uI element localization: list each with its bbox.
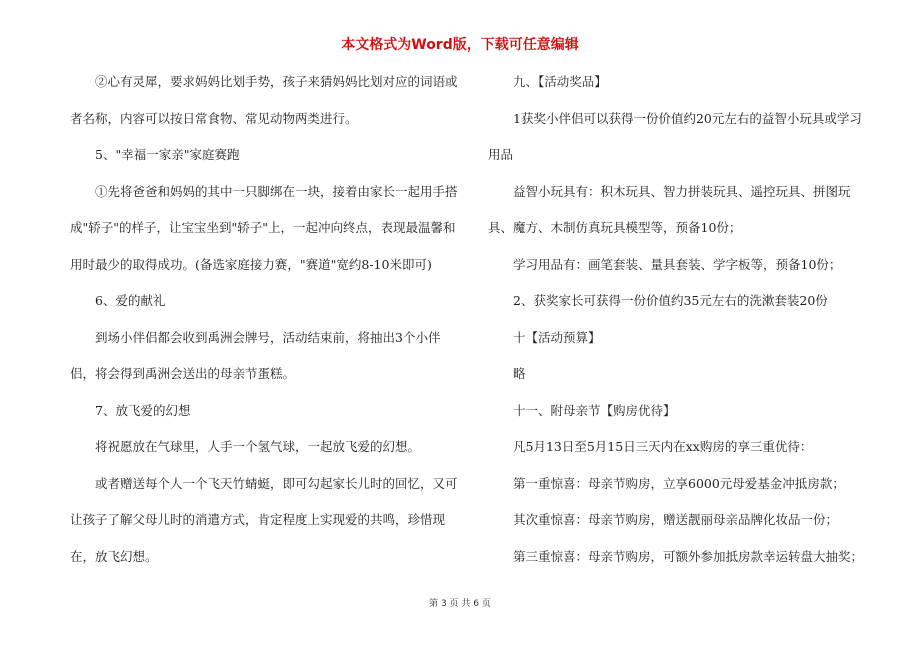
paragraph: 到场小伴侣都会收到禹洲会牌号，活动结束前，将抽出3个小伴侣，将会得到禹洲会送出的母亲节蛋糕。 <box>70 329 441 381</box>
section-heading: 十【活动预算】 <box>513 329 601 345</box>
left-column <box>70 64 462 575</box>
paragraph: 学习用品有：画笔套装、量具套装、学字板等，预备10份； <box>513 256 842 272</box>
paragraph: 第三重惊喜：母亲节购房，可额外参加抵房款幸运转盘大抽奖； <box>513 548 864 564</box>
paragraph: 第一重惊喜：母亲节购房，立享6000元母爱基金冲抵房款； <box>513 475 845 491</box>
paragraph: 凡5月13日至5月15日三天内在xx购房的享三重优待： <box>513 439 813 454</box>
paragraph: 益智小玩具有：积木玩具、智力拼装玩具、遥控玩具、拼图玩具、魔方、木制仿真玩具模型等，预备10份； <box>488 183 851 235</box>
section-heading: 6、爱的献礼 <box>95 293 166 308</box>
section-heading: 7、放飞爱的幻想 <box>95 402 191 418</box>
paragraph: 略 <box>513 366 526 381</box>
page-number-footer: 第 3 页 共 6 页 <box>429 599 491 609</box>
page-header-title: 本文格式为Word版，下载可任意编辑 <box>341 37 579 53</box>
paragraph: ①先将爸爸和妈妈的其中一只脚绑在一块，接着由家长一起用手搭成"轿子"的样子，让宝宝坐到"轿子"上，一起冲向终点，表现最温馨和用时最少的取得成功。(备选家庭接力赛，"赛道"宽约8-10米即可) <box>70 183 458 272</box>
section-heading: 九、【活动奖品】 <box>513 74 607 89</box>
paragraph: 将祝愿放在气球里，人手一个氢气球，一起放飞爱的幻想。 <box>95 439 421 454</box>
paragraph: 2、获奖家长可获得一份价值约35元左右的洗漱套装20份 <box>513 293 828 308</box>
paragraph: 或者赠送每个人一个飞天竹蜻蜓，即可勾起家长儿时的回忆，又可让孩子了解父母儿时的消遣方式，肯定程度上实现爱的共鸣，珍惜现在，放飞幻想。 <box>70 475 458 564</box>
paragraph: ②心有灵犀，要求妈妈比划手势，孩子来猜妈妈比划对应的词语或者名称，内容可以按日常食物、常见动物两类进行。 <box>70 74 458 126</box>
paragraph: 1获奖小伴侣可以获得一份价值约20元左右的益智小玩具或学习用品 <box>488 110 862 162</box>
section-heading: 5、"幸福一家亲"家庭赛跑 <box>95 147 240 162</box>
section-heading: 十一、附母亲节【购房优待】 <box>513 402 676 418</box>
right-column <box>488 64 870 575</box>
paragraph: 其次重惊喜：母亲节购房，赠送靓丽母亲品牌化妆品一份； <box>513 512 839 527</box>
